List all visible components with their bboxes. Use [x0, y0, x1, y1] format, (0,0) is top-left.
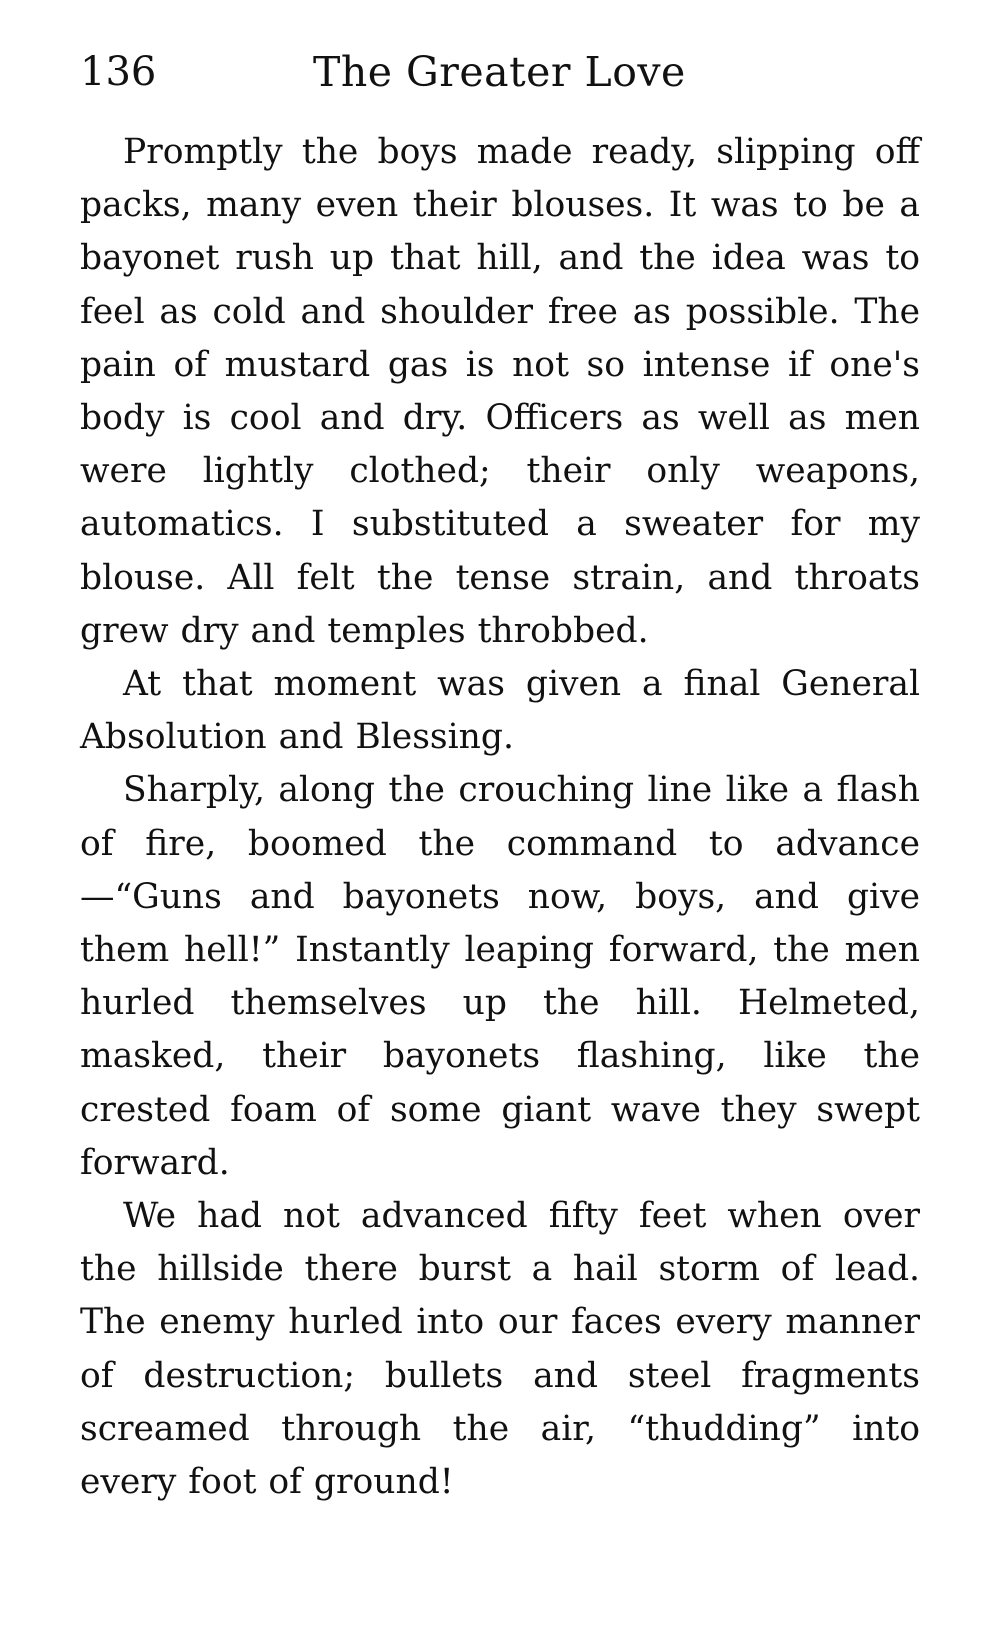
body-text: [80, 126, 920, 1509]
page-number: 136: [80, 49, 157, 95]
paragraph: Promptly the boys made ready, slipping off packs, many even their blouses. It was to be a bayonet rush up that hill, and the idea was to feel as cold and shoulder free as possible. The pain of mustard gas is not so intense if one's body is cool and dry. Officers as well as men were lightly clothed; their only weapons, automatics. I substituted a sweater for my blouse. All felt the tense strain, and throats grew dry and temples throbbed.: [80, 132, 920, 651]
paragraph: Sharply, along the crouching line like a flash of fire, boomed the command to advance—“Guns and bayonets now, boys, and give them hell!” Instantly leaping forward, the men hurled themselves up the hill. Helmeted, masked, their bayonets flashing, like the crested foam of some giant wave they swept forward.: [80, 770, 920, 1183]
running-title: The Greater Love: [313, 48, 686, 96]
page-header: [80, 42, 920, 102]
paragraph: We had not advanced fifty feet when over the hillside there burst a hail storm of lead. The enemy hurled into our faces every manner of destruction; bullets and steel fragments screamed through the air, “thudding” into every foot of ground!: [80, 1196, 920, 1503]
paragraph: At that moment was given a final General Absolution and Blessing.: [80, 664, 920, 758]
